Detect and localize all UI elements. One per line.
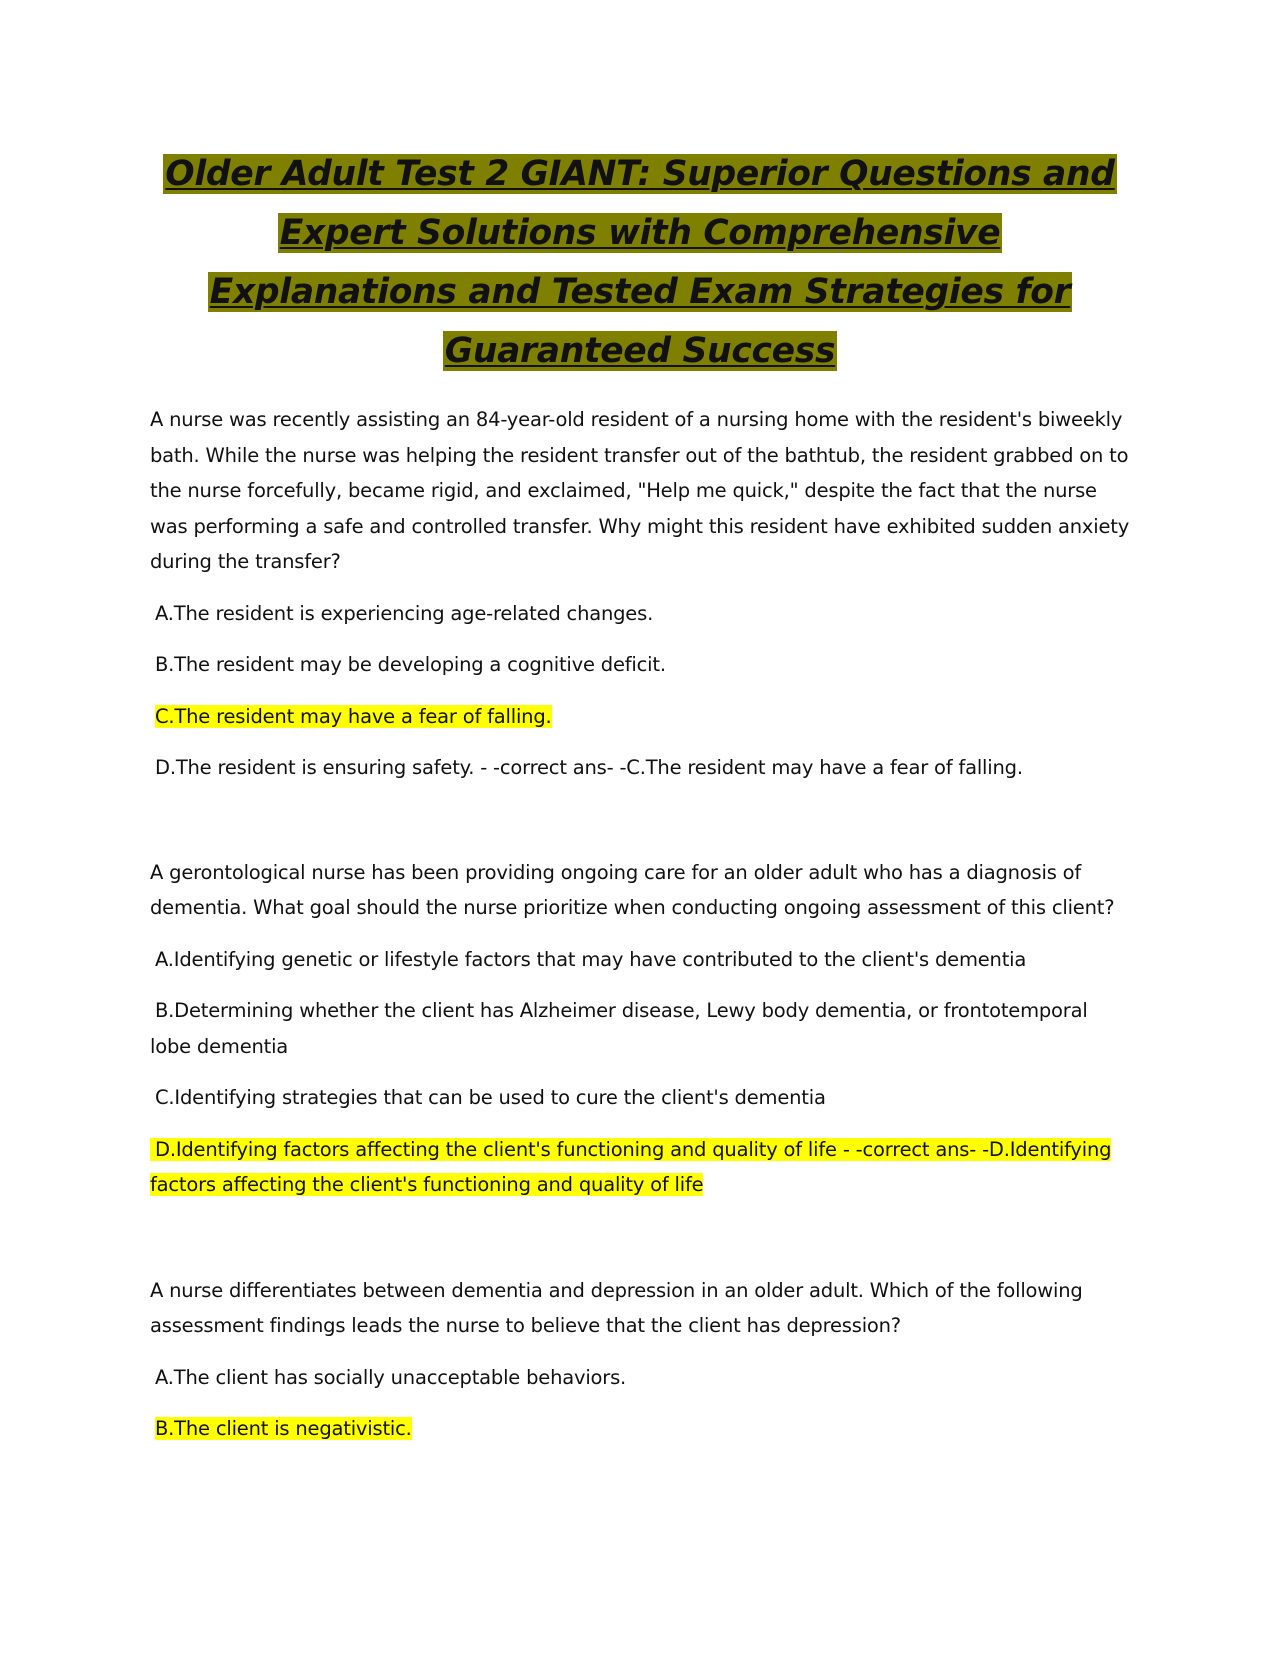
question-3-option-b-correct (150, 1411, 1130, 1447)
question-spacer (150, 802, 1130, 855)
question-3-option-a: A.The client has socially unacceptable behaviors. (155, 1365, 627, 1389)
question-1-option-a: A.The resident is experiencing age-related changes. (155, 601, 654, 625)
answer-highlight: D.Identifying factors affecting the client's functioning and quality of life - -correct ans- -D.Identifying factors affecting the client's functioning and quality of life (150, 1137, 1112, 1196)
question-2-option-b: B.Determining whether the client has Alzheimer disease, Lewy body dementia, or frontotemporal lobe dementia (150, 999, 1088, 1058)
question-2-text: A gerontological nurse has been providing ongoing care for an older adult who has a diagnosis of dementia. What goal should the nurse prioritize when conducting ongoing assessment of this client? (150, 860, 1115, 919)
question-1-text: A nurse was recently assisting an 84-year-old resident of a nursing home with the resident's biweekly bath. While the nurse was helping the resident transfer out of the bathtub, the resident grabbed on to the nurse forcefully, became rigid, and exclaimed, "Help me quick," despite the fact that the nurse was performing a safe and controlled transfer. Why might this resident have exhibited sudden anxiety during the transfer? (150, 408, 1130, 573)
question-2-option-a: A.Identifying genetic or lifestyle factors that may have contributed to the client's dementia (155, 947, 1027, 971)
question-1-option-d: D.The resident is ensuring safety. - -correct ans- -C.The resident may have a fear of falling. (155, 756, 1023, 779)
answer-highlight: B.The client is negativistic. (155, 1417, 412, 1440)
question-2-option-c: C.Identifying strategies that can be used to cure the client's dementia (155, 1086, 826, 1109)
question-3-text: A nurse differentiates between dementia and depression in an older adult. Which of the following assessment findings leads the nurse to believe that the client has depression? (150, 1278, 1083, 1337)
question-2 (150, 855, 1130, 1203)
document-page (150, 145, 1130, 1463)
question-2-option-d-correct (150, 1132, 1130, 1203)
question-3 (150, 1273, 1130, 1447)
question-spacer (150, 1219, 1130, 1273)
question-1-option-b: B.The resident may be developing a cognitive deficit. (155, 653, 666, 676)
document-title-highlight: Older Adult Test 2 GIANT: Superior Questions and Expert Solutions with Comprehensive Explanations and Tested Exam Strategies for Guaranteed Success (165, 154, 1115, 371)
question-1-option-c-correct (150, 699, 1130, 735)
document-title (150, 145, 1130, 381)
answer-highlight: C.The resident may have a fear of falling. (155, 704, 552, 728)
question-1 (150, 402, 1130, 786)
